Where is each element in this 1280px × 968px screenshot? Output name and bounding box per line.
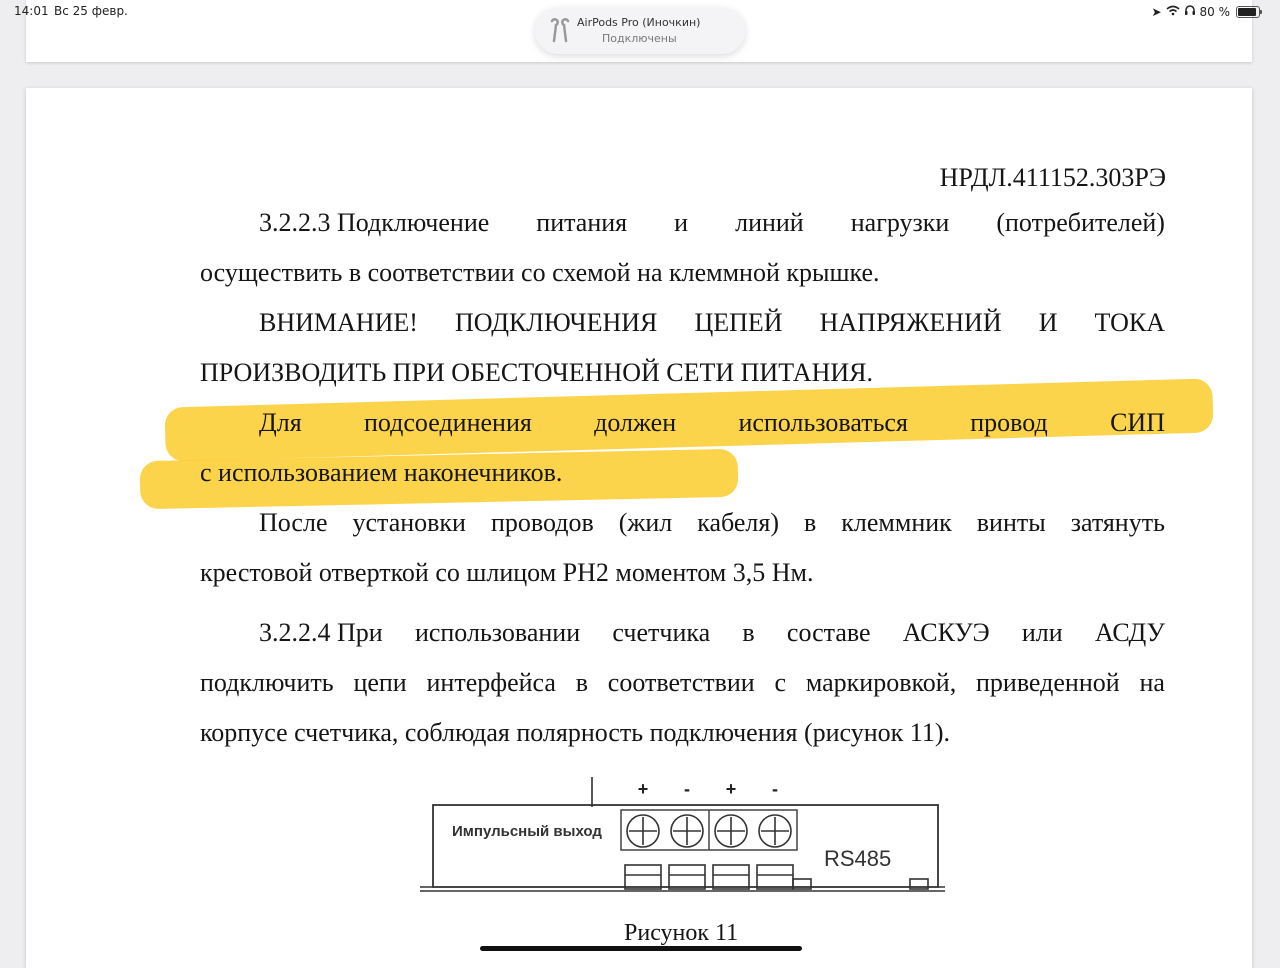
status-indicators (1151, 4, 1260, 19)
battery-icon (1236, 6, 1260, 18)
word: провод (970, 408, 1048, 437)
pulse-output-label: Импульсный выход (452, 823, 602, 840)
word: 3.2.2.4 При (259, 618, 383, 647)
word: подключить (200, 668, 334, 697)
word: клеммник (841, 508, 952, 537)
word: установки (352, 508, 466, 537)
word: использоваться (738, 408, 908, 437)
highlighted-line2: с использованием наконечников. (200, 458, 563, 487)
word: ВНИМАНИЕ! (259, 308, 418, 337)
notification-title: AirPods Pro (Иночкин) (577, 16, 701, 29)
home-indicator[interactable] (480, 946, 802, 951)
word: на (1139, 668, 1165, 697)
word: или (1021, 618, 1063, 647)
word: 3.2.2.3 Подключение (259, 208, 490, 237)
notification-subtitle: Подключены (602, 32, 677, 45)
word: в (575, 668, 589, 697)
word: маркировкой, (805, 668, 957, 697)
word: ЦЕПЕЙ (694, 308, 783, 337)
word: в (742, 618, 755, 647)
word: АСДУ (1094, 618, 1165, 647)
p1-line1 (259, 208, 1165, 238)
word: питания (536, 208, 628, 237)
word: И (1038, 308, 1058, 337)
word: использовании (414, 618, 581, 647)
p3-line1 (259, 508, 1165, 538)
word: приведенной (975, 668, 1120, 697)
word: линий (735, 208, 804, 237)
word: счетчика (612, 618, 711, 647)
word: и (674, 208, 689, 237)
word: (жил (618, 508, 673, 537)
figure-caption: Рисунок 11 (624, 920, 739, 946)
p3-line2: крестовой отверткой со шлицом РН2 моментом 3,5 Нм. (200, 558, 814, 587)
p4-line3: корпусе счетчика, соблюдая полярность подключения (рисунок 11). (200, 718, 950, 747)
word: Для (259, 408, 302, 437)
polarity-plus-1: + (637, 779, 649, 799)
word: соответствии (607, 668, 755, 697)
word: ПОДКЛЮЧЕНИЯ (454, 308, 658, 337)
airpods-notification[interactable] (535, 8, 745, 54)
polarity-plus-2: + (725, 779, 737, 799)
p4-line1 (259, 618, 1165, 648)
polarity-minus-1: - (684, 779, 690, 799)
wifi-icon (1166, 5, 1180, 19)
word: цепи (353, 668, 407, 697)
warning-line2: ПРОИЗВОДИТЬ ПРИ ОБЕСТОЧЕННОЙ СЕТИ ПИТАНИЯ. (200, 358, 873, 387)
word: кабеля) (697, 508, 780, 537)
word: подсоединения (364, 408, 532, 437)
word: нагрузки (850, 208, 950, 237)
polarity-minus-2: - (772, 779, 778, 799)
airpods-icon (547, 17, 573, 45)
warning-line1 (259, 308, 1165, 338)
status-date: Вс 25 февр. (54, 4, 128, 18)
battery-percent: 80 % (1199, 4, 1230, 19)
word: После (259, 508, 328, 537)
word: с (774, 668, 787, 697)
word: (потребителей) (996, 208, 1165, 237)
word: АСКУЭ (902, 618, 990, 647)
rs485-label: RS485 (824, 846, 892, 871)
p4-line2 (200, 668, 1165, 698)
word: затянуть (1070, 508, 1165, 537)
word: должен (594, 408, 677, 437)
word: интерфейса (426, 668, 556, 697)
location-icon: ➤ (1151, 4, 1162, 19)
word: проводов (490, 508, 594, 537)
document-code: НРДЛ.411152.303РЭ (939, 163, 1166, 192)
word: винты (976, 508, 1046, 537)
highlighted-line1 (259, 408, 1165, 438)
word: СИП (1110, 408, 1165, 437)
word: составе (786, 618, 871, 647)
headphones-icon (1184, 4, 1196, 19)
word: НАПРЯЖЕНИЙ (819, 308, 1002, 337)
p1-line2: осуществить в соответствии со схемой на клеммной крышке. (200, 258, 880, 287)
word: ТОКА (1094, 308, 1165, 337)
status-time: 14:01 (14, 4, 49, 18)
word: в (804, 508, 817, 537)
